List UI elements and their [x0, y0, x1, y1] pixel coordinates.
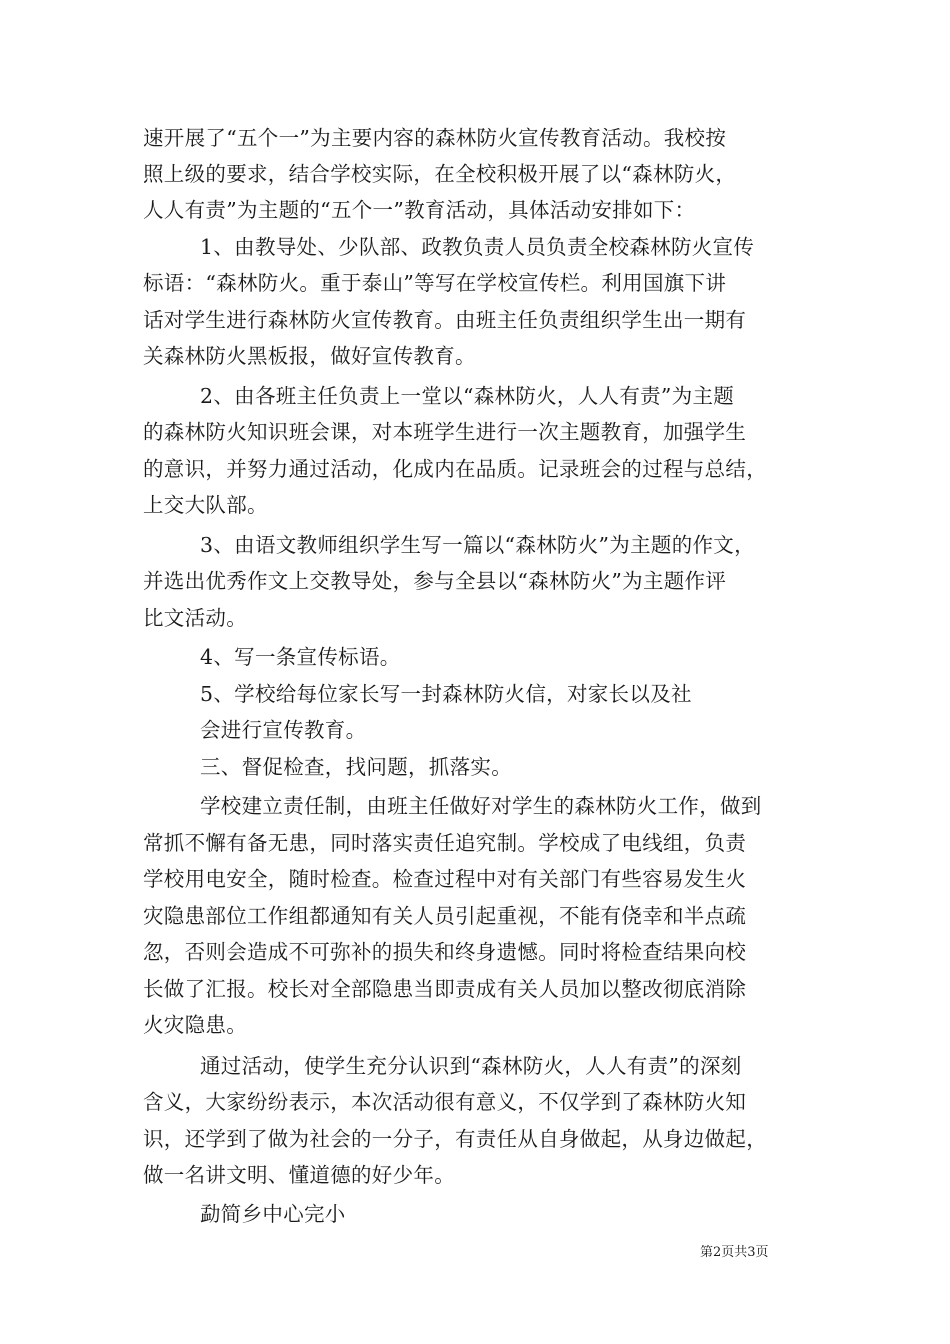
- text-line: 标语：“森林防火。重于泰山”等写在学校宣传栏。利用国旗下讲: [143, 271, 727, 295]
- text-line: 并选出优秀作文上交教导处，参与全县以“森林防火”为主题作评: [143, 569, 727, 593]
- page-number: 第2页共3页: [700, 1245, 769, 1260]
- text-line: 4、写一条宣传标语。: [200, 645, 401, 669]
- text-line: 长做了汇报。校长对全部隐患当即责成有关人员加以整改彻底消除: [143, 977, 747, 1001]
- text-line: 识，还学到了做为社会的一分子，有责任从自身做起，从身边做起，: [143, 1127, 767, 1151]
- text-line: 上交大队部。: [143, 493, 268, 517]
- text-line: 3、由语文教师组织学生写一篇以“森林防火”为主题的作文，: [200, 533, 755, 557]
- text-line: 的森林防火知识班会课，对本班学生进行一次主题教育，加强学生: [143, 420, 747, 444]
- text-line: 火灾隐患。: [143, 1013, 247, 1037]
- text-line: 2、由各班主任负责上一堂以“森林防火，人人有责”为主题: [200, 384, 735, 408]
- text-line: 常抓不懈有备无患，同时落实责任追究制。学校成了电线组，负责: [143, 831, 747, 855]
- text-line: 话对学生进行森林防火宣传教育。由班主任负责组织学生出一期有: [143, 308, 747, 332]
- text-line: 灾隐患部位工作组都通知有关人员引起重视，不能有侥幸和半点疏: [143, 904, 747, 928]
- text-line: 5、学校给每位家长写一封森林防火信，对家长以及社: [200, 682, 692, 706]
- text-line: 的意识，并努力通过活动，化成内在品质。记录班会的过程与总结，: [143, 457, 767, 481]
- text-line: 关森林防火黑板报，做好宣传教育。: [143, 344, 476, 368]
- text-line: 含义，大家纷纷表示，本次活动很有意义，不仅学到了森林防火知: [143, 1090, 747, 1114]
- text-line: 学校用电安全，随时检查。检查过程中对有关部门有些容易发生火: [143, 867, 747, 891]
- text-line: 会进行宣传教育。: [200, 718, 367, 742]
- section-heading: 三、督促检查，找问题，抓落实。: [200, 755, 512, 779]
- text-line: 做一名讲文明、懂道德的好少年。: [143, 1163, 455, 1187]
- text-line: 比文活动。: [143, 606, 247, 630]
- text-line: 忽，否则会造成不可弥补的损失和终身遗憾。同时将检查结果向校: [143, 940, 747, 964]
- text-line: 通过活动，使学生充分认识到“森林防火，人人有责”的深刻: [200, 1054, 742, 1078]
- text-line: 速开展了“五个一”为主要内容的森林防火宣传教育活动。我校按: [143, 126, 727, 150]
- text-line: 1、由教导处、少队部、政教负责人员负责全校森林防火宣传: [200, 235, 755, 259]
- text-line: 学校建立责任制，由班主任做好对学生的森林防火工作，做到: [200, 794, 762, 818]
- text-line: 照上级的要求，结合学校实际，在全校积极开展了以“森林防火，: [143, 162, 737, 186]
- text-line: 人人有责”为主题的“五个一”教育活动，具体活动安排如下：: [143, 198, 696, 222]
- signature-line: 勐简乡中心完小: [200, 1202, 346, 1226]
